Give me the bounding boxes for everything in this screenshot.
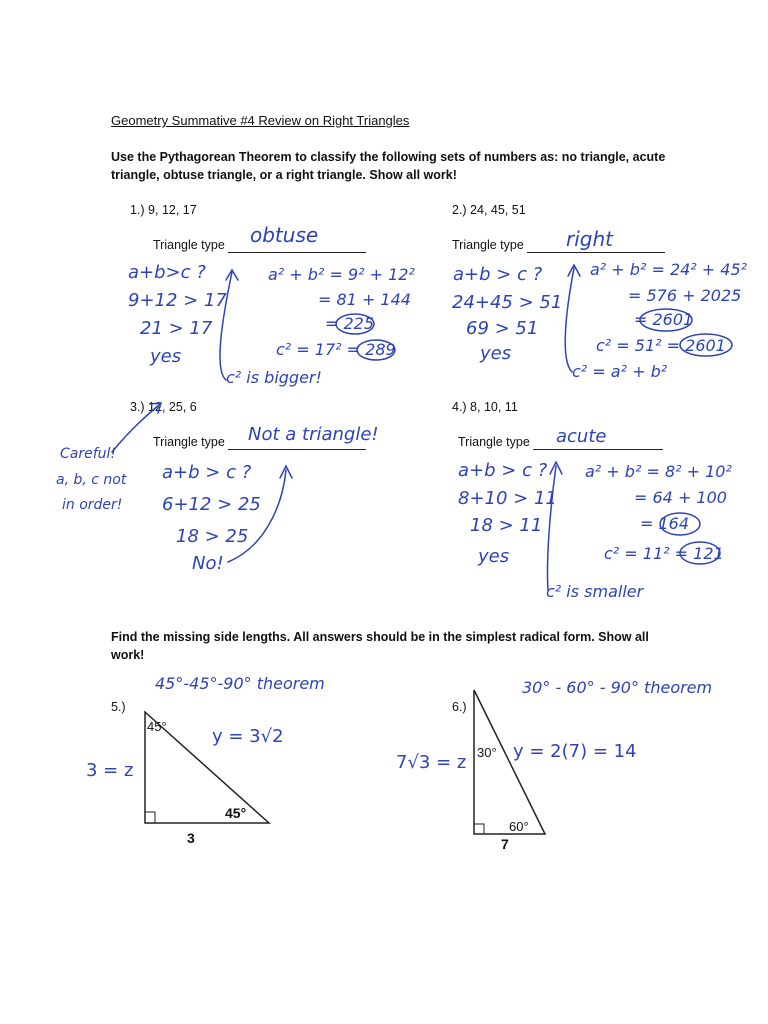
problem-4-work-right-4: c² = 11² = 121 [604, 544, 724, 563]
problem-1-work-right-1: a² + b² = 9² + 12² [268, 265, 415, 284]
problem-3-side-note-1: Careful! [60, 446, 117, 462]
problem-6-top-angle: 30° [477, 745, 497, 760]
problem-1-work-right-4: c² = 17² = 289 [276, 340, 396, 359]
problem-2-work-right-3: = 2601 [634, 310, 694, 329]
problem-6-label: 6.) [452, 700, 467, 714]
triangle-5 [145, 712, 269, 823]
problem-3-work-left-2: 6+12 > 25 [162, 494, 261, 515]
problem-4-work-left-3: 18 > 11 [470, 515, 543, 536]
problem-2-work-right-4: c² = 51² = 2601 [596, 336, 726, 355]
problem-5-hypotenuse: y = 3√2 [212, 726, 284, 747]
problem-5-bottom-angle: 45° [225, 805, 247, 821]
problem-1-work-left-3: 21 > 17 [140, 318, 213, 339]
problem-2-answer: right [566, 227, 613, 251]
problem-2-work-right-2: = 576 + 2025 [628, 286, 742, 305]
problem-4-answer: acute [556, 426, 607, 447]
problem-4-circle-164 [660, 513, 700, 535]
problem-3-label: 3.) 12, 25, 6 [130, 400, 197, 414]
problem-6-bottom-angle: 60° [509, 819, 529, 834]
problem-1-work-left-2: 9+12 > 17 [128, 290, 227, 311]
problem-4-circle-121 [680, 542, 720, 564]
problem-6-side: 7√3 = z [396, 752, 467, 773]
problem-6-base: 7 [501, 836, 509, 852]
problem-3-side-note-3: in order! [62, 497, 123, 513]
triangle-5-shape [145, 712, 269, 823]
problem-1-answer: obtuse [250, 223, 319, 247]
problem-3-answer: Not a triangle! [248, 424, 379, 445]
problem-3-arrow [228, 470, 286, 562]
problem-2-note: c² = a² + b² [572, 362, 668, 381]
instructions-part1: Use the Pythagorean Theorem to classify the following sets of numbers as: no triangle, acute triangle, obtuse triangle, or a right triangle. Show all work! [111, 150, 666, 182]
problem-2-arrow [565, 268, 574, 372]
problem-4-arrow [547, 466, 556, 590]
problem-2-work-left-1: a+b > c ? [453, 264, 543, 285]
triangle-6-shape [474, 690, 545, 834]
problem-1-arrow [220, 272, 232, 380]
problem-1-label: 1.) 9, 12, 17 [130, 203, 197, 217]
problem-4-work-left-2: 8+10 > 11 [458, 488, 557, 509]
problem-2-type-label: Triangle type [452, 238, 524, 252]
problem-2-label: 2.) 24, 45, 51 [452, 203, 526, 217]
problem-4-note: c² is smaller [546, 582, 644, 601]
page-title: Geometry Summative #4 Review on Right Triangles [111, 113, 410, 128]
problem-1-work-left-4: yes [150, 346, 182, 367]
problem-1-note: c² is bigger! [226, 368, 322, 387]
problem-2-circle-2601b [680, 334, 732, 356]
problem-5-base: 3 [187, 830, 195, 846]
problem-2-work-left-4: yes [480, 343, 512, 364]
problem-1-circle-225 [336, 314, 374, 334]
problem-3-work-left-1: a+b > c ? [162, 462, 252, 483]
problem-3-work-left-3: 18 > 25 [176, 526, 249, 547]
problem-5-side: 3 = z [86, 760, 134, 781]
problem-1-type-label: Triangle type [153, 238, 225, 252]
problem-3-type-label: Triangle type [153, 435, 225, 449]
problem-1-circle-289 [357, 340, 395, 360]
triangle-6 [474, 690, 545, 834]
problem-4-work-right-1: a² + b² = 8² + 10² [585, 462, 732, 481]
problem-4-work-right-2: = 64 + 100 [634, 488, 727, 507]
problem-6-theorem: 30° - 60° - 90° theorem [522, 678, 713, 697]
problem-2-work-left-3: 69 > 51 [466, 318, 539, 339]
problem-5-top-angle: 45° [147, 719, 167, 734]
problem-1-work-left-1: a+b>c ? [128, 262, 206, 283]
instructions-part2: Find the missing side lengths. All answers should be in the simplest radical form. Show all work! [111, 630, 649, 662]
problem-1-work-right-2: = 81 + 144 [318, 290, 411, 309]
problem-5-label: 5.) [111, 700, 126, 714]
problem-1-work-right-3: = 225 [325, 314, 375, 333]
triangle-6-right-angle-mark [474, 824, 484, 834]
problem-3-side-note-2: a, b, c not [56, 472, 127, 488]
problem-4-work-left-1: a+b > c ? [458, 460, 548, 481]
problem-2-work-right-1: a² + b² = 24² + 45² [590, 260, 748, 279]
problem-3-work-left-4: No! [192, 553, 224, 574]
problem-3-pointer [112, 404, 160, 452]
problem-5-theorem: 45°-45°-90° theorem [155, 674, 325, 693]
problem-2-work-left-2: 24+45 > 51 [452, 292, 563, 313]
triangle-5-right-angle-mark [145, 812, 155, 823]
problem-4-label: 4.) 8, 10, 11 [452, 400, 518, 414]
problem-2-circle-2601a [640, 309, 692, 331]
problem-4-type-label: Triangle type [458, 435, 530, 449]
problem-6-hypotenuse: y = 2(7) = 14 [513, 741, 637, 762]
problem-4-work-left-4: yes [478, 546, 510, 567]
problem-4-work-right-3: = 164 [640, 514, 690, 533]
